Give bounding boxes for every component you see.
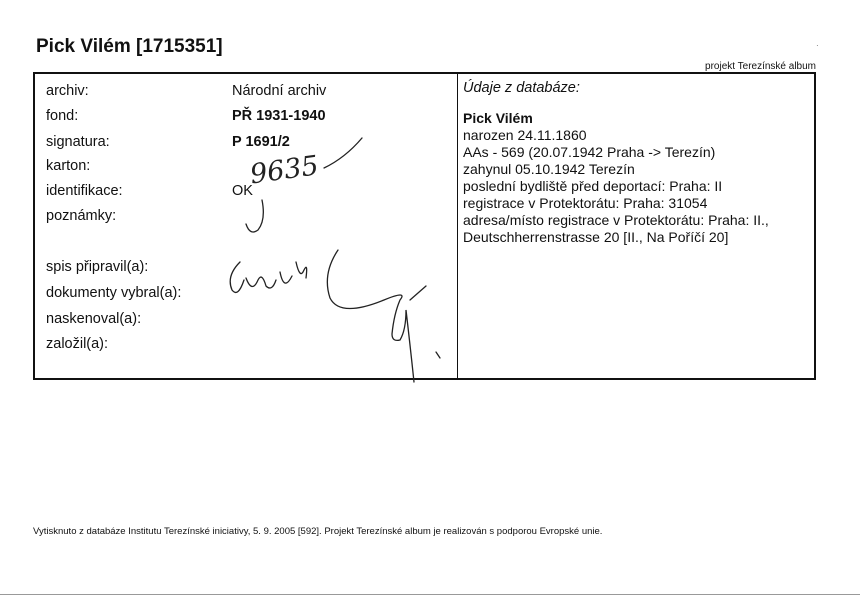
database-line: AAs - 569 (20.07.1942 Praha -> Terezín) xyxy=(463,144,716,160)
database-line: poslední bydliště před deportací: Praha: II xyxy=(463,178,723,194)
person-name: Pick Vilém xyxy=(463,110,533,126)
database-line: narozen 24.11.1860 xyxy=(463,127,587,143)
database-line: adresa/místo registrace v Protektorátu: Praha: II., xyxy=(463,212,769,228)
database-line: Deutschherrenstrasse 20 [II., Na Poříčí 20] xyxy=(463,229,729,245)
field-value: OK xyxy=(232,183,253,199)
field-label: identifikace: xyxy=(46,183,123,199)
field-label: spis připravil(a): xyxy=(46,259,149,275)
field-label: karton: xyxy=(46,158,91,174)
scan-mark: · xyxy=(816,41,819,50)
field-value: PŘ 1931-1940 xyxy=(232,108,326,124)
field-label: naskenoval(a): xyxy=(46,311,142,327)
field-value: Národní archiv xyxy=(232,83,327,99)
record-title: Pick Vilém [1715351] xyxy=(36,36,223,57)
field-label: archiv: xyxy=(46,83,89,99)
page-edge xyxy=(0,594,860,595)
database-line: zahynul 05.10.1942 Terezín xyxy=(463,161,635,177)
print-footer: Vytisknuto z databáze Institutu Terezínské iniciativy, 5. 9. 2005 [592]. Projekt Terezínské album je realizován s podporou Evropské unie. xyxy=(33,526,603,537)
field-label: fond: xyxy=(46,108,79,124)
field-label: založil(a): xyxy=(46,336,109,352)
record-card xyxy=(33,72,816,380)
database-line: registrace v Protektorátu: Praha: 31054 xyxy=(463,195,708,211)
field-label: dokumenty vybral(a): xyxy=(46,285,182,301)
field-label: signatura: xyxy=(46,134,110,150)
project-label: projekt Terezínské album xyxy=(705,61,816,72)
handwritten-karton-number: 9635 xyxy=(248,150,321,191)
field-label: poznámky: xyxy=(46,208,117,224)
column-divider xyxy=(457,74,458,378)
field-value: P 1691/2 xyxy=(232,134,290,150)
database-panel xyxy=(463,80,818,246)
database-heading: Údaje z databáze: xyxy=(463,80,580,96)
